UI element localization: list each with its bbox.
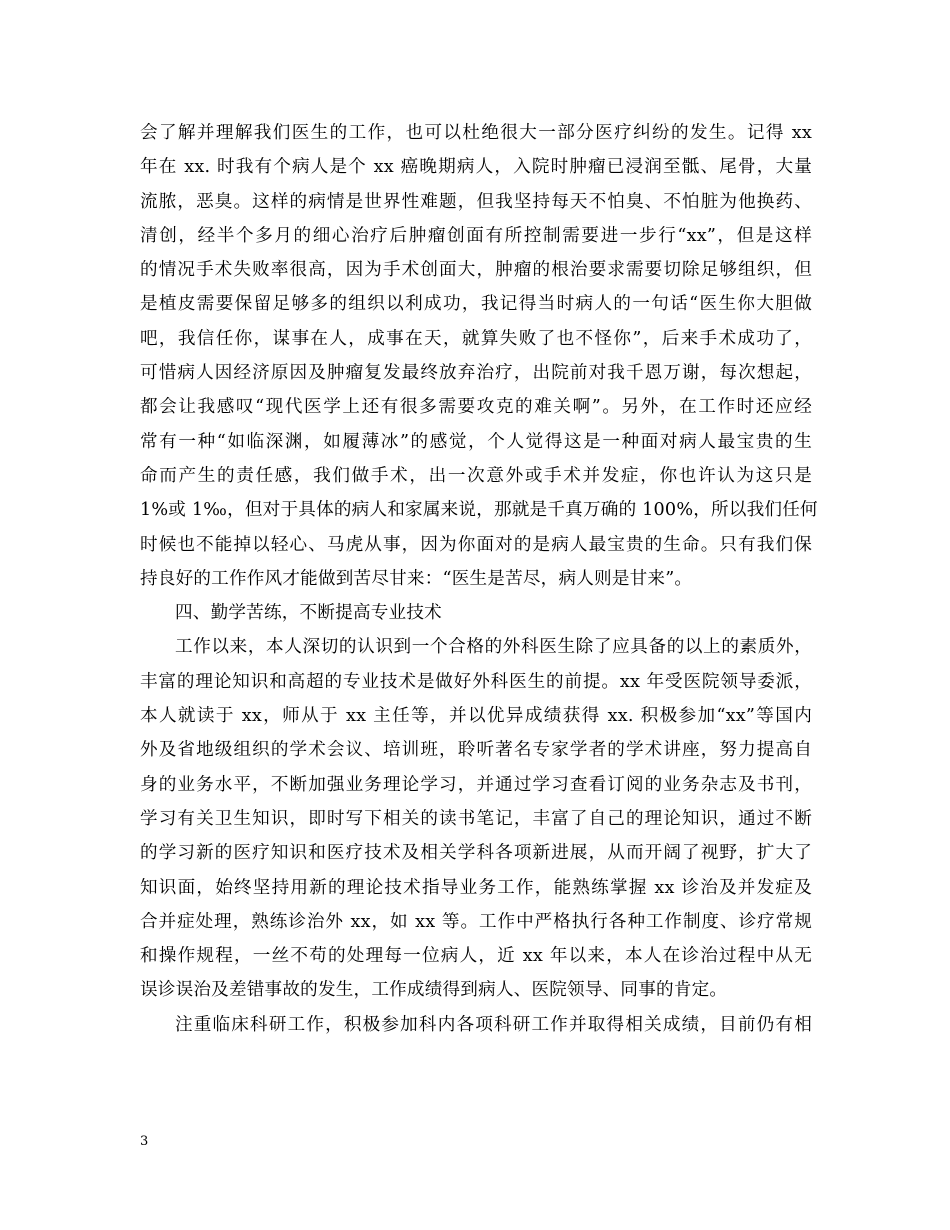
text-line: 工作以来，本人深切的认识到一个合格的外科医生除了应具备的以上的素质外， (175, 637, 812, 658)
text-line: 身的业务水平，不断加强业务理论学习，并通过学习查看订阅的业务杂志及书刊， (140, 774, 812, 795)
text-line: 本人就读于 xx，师从于 xx 主任等，并以优异成绩获得 xx. 积极参加“xx”等国内 (140, 706, 812, 727)
text-line: 的学习新的医疗知识和医疗技术及相关学科各项新进展，从而开阔了视野，扩大了 (140, 843, 812, 864)
text-line: 吧，我信任你，谋事在人，成事在天，就算失败了也不怪你”，后来手术成功了， (140, 328, 812, 349)
text-line: 会了解并理解我们医生的工作，也可以杜绝很大一部分医疗纠纷的发生。记得 xx (140, 123, 812, 143)
text-line: 可惜病人因经济原因及肿瘤复发最终放弃治疗，出院前对我千恩万谢，每次想起， (140, 363, 812, 384)
text-line: 命而产生的责任感，我们做手术，出一次意外或手术并发症，你也许认为这只是 (140, 465, 812, 486)
text-line: 合并症处理，熟练诊治外 xx，如 xx 等。工作中严格执行各种工作制度、诊疗常规 (140, 911, 812, 932)
text-line: 时候也不能掉以轻心、马虎从事，因为你面对的是病人最宝贵的生命。只有我们保 (140, 534, 812, 555)
text-line: 年在 xx. 时我有个病人是个 xx 癌晚期病人，入院时肿瘤已浸润至骶、尾骨，大量 (140, 157, 812, 178)
text-line: 知识面，始终坚持用新的理论技术指导业务工作，能熟练掌握 xx 诊治及并发症及 (140, 877, 812, 898)
text-line: 流脓，恶臭。这样的病情是世界性难题，但我坚持每天不怕臭、不怕脏为他换药、 (140, 191, 812, 212)
page-number: 3 (140, 1134, 149, 1149)
text-line: 的情况手术失败率很高，因为手术创面大，肿瘤的根治要求需要切除足够组织，但 (140, 260, 812, 281)
text-line: 和操作规程，一丝不苟的处理每一位病人，近 xx 年以来，本人在诊治过程中从无 (140, 946, 812, 967)
text-line: 常有一种“如临深渊，如履薄冰”的感觉，个人觉得这是一种面对病人最宝贵的生 (140, 431, 812, 452)
document-body (140, 116, 818, 1042)
text-line: 误诊误治及差错事故的发生，工作成绩得到病人、医院领导、同事的肯定。 (140, 980, 728, 1001)
text-line: 四、勤学苦练，不断提高专业技术 (175, 603, 442, 624)
text-line: 1%或 1‰，但对于具体的病人和家属来说，那就是千真万确的 100%，所以我们任何 (140, 500, 818, 521)
text-line: 丰富的理论知识和高超的专业技术是做好外科医生的前提。xx 年受医院领导委派， (140, 671, 812, 692)
text-line: 是植皮需要保留足够多的组织以利成功，我记得当时病人的一句话“医生你大胆做 (140, 294, 812, 315)
text-line: 清创，经半个多月的细心治疗后肿瘤创面有所控制需要进一步行“xx”，但是这样 (140, 225, 812, 246)
text-line: 学习有关卫生知识，即时写下相关的读书笔记，丰富了自己的理论知识，通过不断 (140, 808, 812, 829)
text-line: 外及省地级组织的学术会议、培训班，聆听著名专家学者的学术讲座，努力提高自 (140, 740, 812, 761)
text-line: 注重临床科研工作，积极参加科内各项科研工作并取得相关成绩，目前仍有相 (175, 1014, 812, 1035)
text-line: 持良好的工作作风才能做到苦尽甘来：“医生是苦尽，病人则是甘来”。 (140, 568, 693, 589)
text-line: 都会让我感叹“现代医学上还有很多需要攻克的难关啊”。另外，在工作时还应经 (140, 397, 812, 418)
